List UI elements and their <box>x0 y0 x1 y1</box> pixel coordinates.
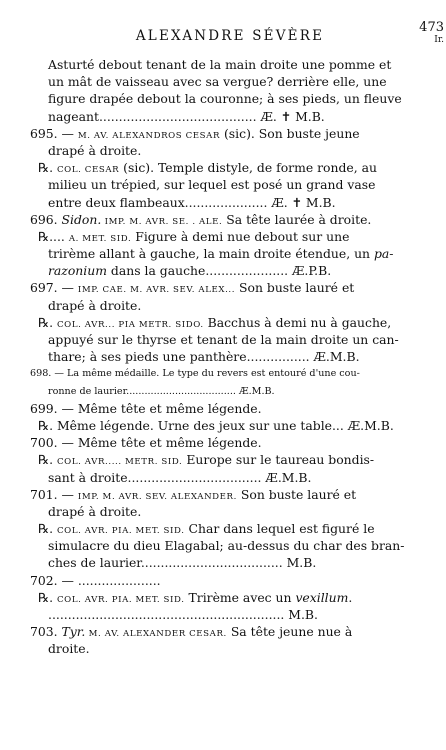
obverse-line <box>30 279 422 296</box>
reverse-line <box>30 262 422 279</box>
text-line: nageant........................................ Æ. ✝ M.B. <box>48 108 325 124</box>
entry-698 <box>30 365 422 399</box>
text-line: figure drapée debout la couronne; à ses pieds, un fleuve <box>48 91 402 107</box>
obverse-line: 700. — Même tête et même légende. <box>30 435 262 451</box>
text-fragment: M. AV. ALEXANDROS CESAR <box>77 130 221 141</box>
page-number-value: 473 <box>419 20 444 35</box>
reverse-line: milieu un trépied, sur lequel est posé un grand vase <box>48 177 376 193</box>
reverse-line: entre deux flambeaux..................... Æ. ✝ M.B. <box>48 194 336 210</box>
text-fragment: A. MET. SID. <box>68 233 132 244</box>
text-fragment: trirème allant à gauche, la main droite étendue, un <box>48 246 374 262</box>
reverse-line: ............................................................ M.B. <box>48 607 318 622</box>
obverse-line: drapé à droite. <box>48 142 142 158</box>
text-fragment: (sic). Temple distyle, de forme ronde, au <box>119 160 377 176</box>
continued-entry <box>30 56 422 125</box>
reverse-line <box>30 520 422 537</box>
entry-701 <box>30 486 422 572</box>
entry-699 <box>30 400 422 434</box>
page-number-sub: Ir. <box>434 35 444 45</box>
reverse-line <box>30 159 422 176</box>
text-fragment: Son buste lauré et <box>236 486 357 502</box>
note-line: 698. — La même médaille. Le type du revers est entouré d'une cou- <box>30 368 360 380</box>
entry-695 <box>30 125 422 211</box>
obverse-line <box>30 125 422 142</box>
text-fragment: 703. <box>30 624 62 640</box>
text-fragment: IMP. M. AVR. SEV. ALEXANDER. <box>77 491 237 502</box>
running-title: ALEXANDRE SÉVÈRE <box>135 28 325 44</box>
obverse-line: droite. <box>48 641 90 657</box>
text-fragment: Char dans lequel est figuré le <box>184 521 375 537</box>
obverse-line <box>30 486 422 503</box>
text-fragment: COL. AVR... PIA METR. SIDO. <box>57 319 204 330</box>
text-fragment: Europe sur le taureau bondis- <box>182 452 375 468</box>
text-fragment: ℞. <box>38 160 57 176</box>
entry-696 <box>30 211 422 280</box>
book-page <box>30 0 444 750</box>
entry-697 <box>30 279 422 365</box>
reverse-line <box>30 589 422 606</box>
text-fragment: ℞. <box>38 589 57 605</box>
text-fragment: Sa tête jeune nue à <box>226 624 353 640</box>
text-line: un mât de vaisseau avec sa vergue? derrière elle, une <box>48 74 387 90</box>
reverse-line: ches de laurier.................................... M.B. <box>48 555 317 571</box>
text-line: Asturté debout tenant de la main droite une pomme et <box>48 57 392 72</box>
reverse-line: thare; à ses pieds une panthère................ Æ.M.B. <box>48 349 360 365</box>
text-fragment: COL. AVR. PIA. MET. SID. <box>57 526 185 537</box>
obverse-line: 699. — Même tête et même légende. <box>30 400 262 416</box>
text-fragment: pa- <box>373 246 394 262</box>
obverse-line: 702. — ..................... <box>30 572 161 588</box>
text-fragment: Bacchus à demi nu à gauche, <box>203 314 392 330</box>
text-fragment: ℞. <box>38 521 57 537</box>
text-fragment: 696. <box>30 211 62 227</box>
text-fragment: Son buste lauré et <box>235 280 355 296</box>
page-header <box>30 20 444 50</box>
page-number <box>419 22 444 46</box>
text-fragment: 701. — <box>30 486 78 502</box>
text-fragment: COL. CESAR <box>57 165 120 176</box>
entry-703 <box>30 623 422 657</box>
text-fragment: ℞. <box>38 452 57 468</box>
text-fragment: Sidon. <box>61 211 102 227</box>
text-fragment: vexillum <box>295 589 349 605</box>
reverse-line: appuyé sur le thyrse et tenant de la main droite un can- <box>48 332 399 347</box>
text-fragment: COL. AVR..... METR. SID. <box>57 457 183 468</box>
text-fragment: . <box>348 589 353 605</box>
text-fragment: Tyr. <box>61 624 86 640</box>
text-fragment: 695. — <box>30 125 78 141</box>
obverse-line <box>30 623 422 640</box>
text-fragment: 697. — <box>30 280 78 296</box>
text-fragment: IMP. CAE. M. AVR. SEV. ALEX... <box>77 285 236 296</box>
reverse-line <box>30 245 422 262</box>
reverse-line: simulacre du dieu Elagabal; au-dessus du char des bran- <box>48 538 405 554</box>
text-fragment: M. AV. ALEXANDER CESAR. <box>85 629 227 640</box>
entry-702 <box>30 572 422 624</box>
text-fragment: (sic). Son buste jeune <box>220 125 360 141</box>
text-fragment: ℞.... <box>38 228 69 244</box>
obverse-line: drapé à droite. <box>48 503 142 519</box>
reverse-line: sant à droite.................................. Æ.M.B. <box>48 469 312 485</box>
obverse-line <box>30 211 422 228</box>
text-fragment: Figure à demi nue debout sur une <box>131 228 350 244</box>
text-fragment: razonium <box>48 263 107 279</box>
text-fragment: COL. AVR. PIA. MET. SID. <box>57 594 185 605</box>
text-fragment: Sa tête laurée à droite. <box>222 211 372 227</box>
reverse-line: ℞. Même légende. Urne des jeux sur une table... Æ.M.B. <box>38 417 394 433</box>
note-line: ronne de laurier.................................... Æ.M.B. <box>48 385 275 397</box>
reverse-line <box>30 451 422 468</box>
text-fragment: dans la gauche..................... Æ.P.B. <box>106 263 332 279</box>
text-fragment: ℞. <box>38 314 57 330</box>
text-fragment: IMP. M. AVR. SE. . ALE. <box>101 216 223 227</box>
reverse-line <box>30 314 422 331</box>
catalog-text <box>30 56 422 658</box>
text-fragment: Trirème avec un <box>184 589 296 605</box>
reverse-line <box>30 228 422 245</box>
entry-700 <box>30 434 422 486</box>
obverse-line: drapé à droite. <box>48 297 142 313</box>
